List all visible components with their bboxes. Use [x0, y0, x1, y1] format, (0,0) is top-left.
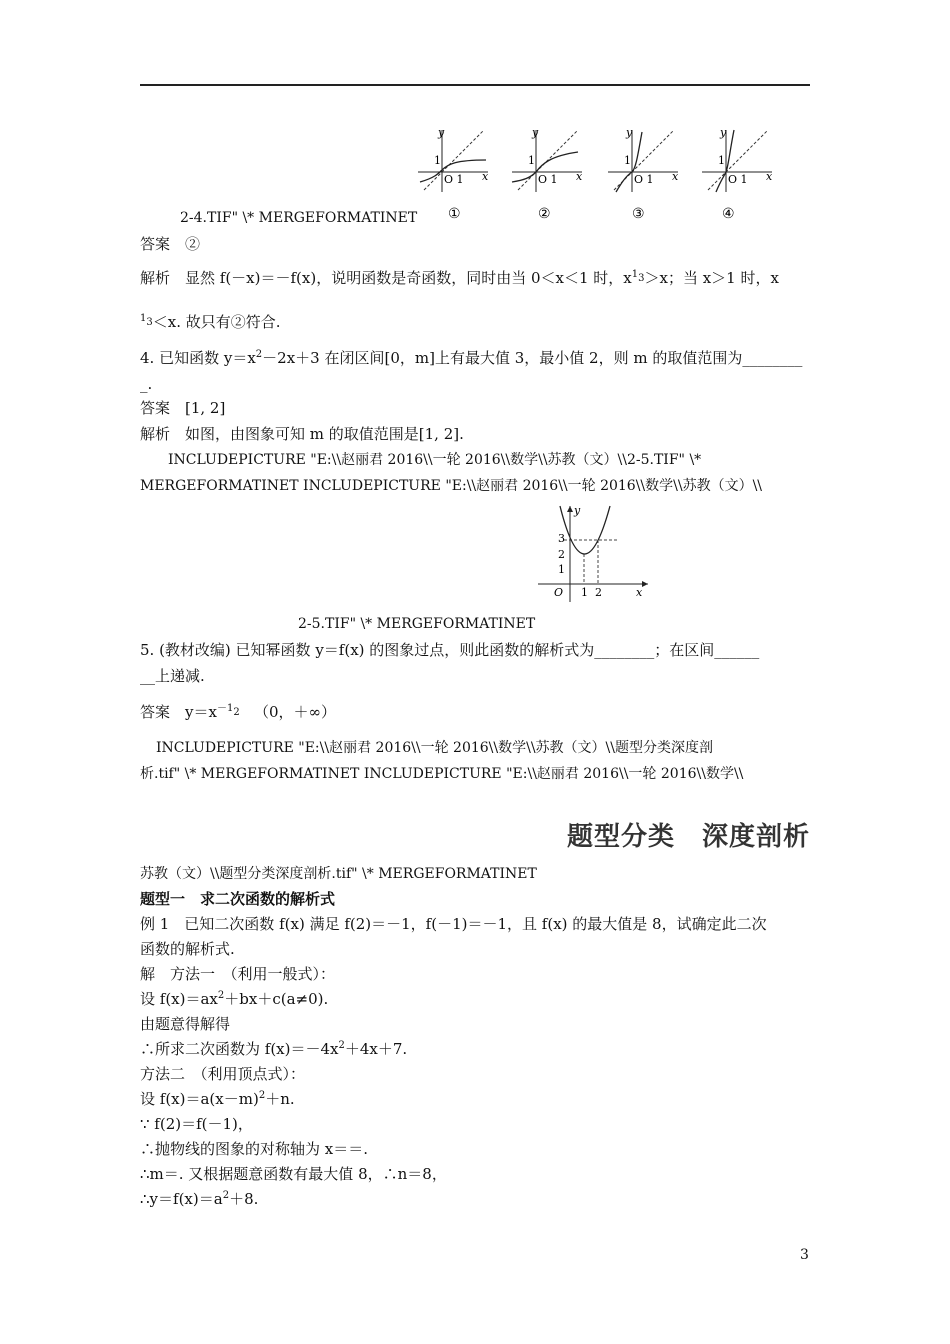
- example-line-10: ∴抛物线的图象的对称轴为 x＝＝.: [140, 1140, 368, 1158]
- fig2-y-label: y: [574, 504, 581, 517]
- q3-analysis-text-a: 解析 显然 f(－x)＝－f(x)，说明函数是奇函数，同时由当 0＜x＜1 时，x: [140, 269, 632, 287]
- q4-include-2: MERGEFORMATINET INCLUDEPICTURE "E:\\赵丽君 2016\\一轮 2016\\数学\\苏教（文）\\: [140, 478, 763, 494]
- page-number: 3: [800, 1247, 809, 1263]
- section-heading: 题型分类 深度剖析: [566, 822, 810, 852]
- graph-2-x-label: x: [576, 170, 583, 183]
- q5-include-2: 析.tif" \* MERGEFORMATINET INCLUDEPICTURE "E:\\赵丽君 2016\\一轮 2016\\数学\\: [140, 766, 744, 782]
- graph-label-3: ③: [632, 206, 645, 222]
- figure-2-5-parabola: [530, 502, 660, 608]
- example-line-12: $\therefore y=f(x)=a^2+8$.: [140, 1190, 259, 1208]
- q4-question-line-2: _.: [140, 375, 153, 393]
- section-include: 苏教（文）\\题型分类深度剖析.tif" \* MERGEFORMATINET: [140, 866, 537, 882]
- graph-4-tick-1: 1: [718, 154, 725, 167]
- figure-2-4-caption: 2-4.TIF" \* MERGEFORMATINET: [180, 210, 418, 226]
- example-line-6: ∴所求二次函数为 $f(x)=-4x^2+4x+7$.: [140, 1040, 408, 1058]
- q3-analysis-text-b: ＞x；当 x＞1 时，x: [644, 269, 779, 287]
- example-line-11: ∴m＝. 又根据题意函数有最大值 8，∴n＝8，: [140, 1165, 447, 1183]
- q5-question-line-1: 5. (教材改编) 已知幂函数 y＝f(x) 的图象过点，则此函数的解析式为________；在区间______: [140, 641, 760, 659]
- graph-1-y-label: y: [438, 126, 445, 139]
- graph-1: [418, 126, 489, 192]
- header-rule: [140, 84, 810, 86]
- q4-include-1: INCLUDEPICTURE "E:\\赵丽君 2016\\一轮 2016\\数学\\苏教（文）\\2-5.TIF" \*: [168, 452, 702, 468]
- example-line-5: 由题意得解得: [140, 1015, 231, 1033]
- graph-2-y-label: y: [532, 126, 539, 139]
- type-one-title: 题型一 求二次函数的解析式: [140, 890, 336, 908]
- graph-1-x-label: x: [482, 170, 489, 183]
- graph-3-y-label: y: [626, 126, 633, 139]
- example-line-4: 设 $f(x)=ax^2+bx+c(a\ne 0)$.: [140, 990, 329, 1008]
- graph-label-2: ②: [538, 206, 551, 222]
- q3-analysis-line-1: [140, 268, 812, 291]
- q5-exponent: －12: [216, 703, 240, 718]
- graph-label-4: ④: [722, 206, 735, 222]
- q3-analysis-text-c: ＜x. 故只有②符合.: [152, 313, 281, 331]
- example-line-2: 函数的解析式.: [140, 940, 235, 958]
- example-line-1: 例 1 已知二次函数 f(x) 满足 f(2)＝－1，f(－1)＝－1，且 f(x) 的最大值是 8，试确定此二次: [140, 915, 767, 933]
- q3-exp-frac-2: 13: [140, 313, 153, 328]
- q3-analysis-line-2: [140, 312, 812, 335]
- q4-question-line-1: 4. 已知函数 $y=x^2-2x+3$ 在闭区间[0，m]上有最大值 3，最小值 2，则 m 的取值范围为________: [140, 349, 803, 367]
- graph-4-x-label: x: [766, 170, 772, 183]
- fig2-ytick-1: 1: [558, 563, 565, 576]
- graph-label-1: ①: [448, 206, 461, 222]
- graph-1-origin: O 1: [444, 173, 464, 186]
- graph-3: [608, 126, 679, 192]
- graph-4-y-label: y: [720, 126, 727, 139]
- q5-answer: 答案 $y=x^{-12}$ （0，＋∞）: [140, 703, 337, 721]
- q4-analysis: 解析 如图，由图象可知 m 的取值范围是[1, 2].: [140, 425, 464, 443]
- graph-1-tick-1: 1: [434, 154, 441, 167]
- graph-3-tick-1: 1: [624, 154, 631, 167]
- q3-exp-frac: 13: [631, 269, 645, 284]
- graph-3-origin: O 1: [634, 173, 654, 186]
- example-line-7: 方法二 （利用顶点式）：: [140, 1065, 306, 1083]
- fig2-ytick-3: 3: [558, 532, 565, 545]
- graph-4-origin: O 1: [728, 173, 748, 186]
- example-line-8: 设 $f(x)=a(x-m)^2+n$.: [140, 1090, 295, 1108]
- q5-include-1: INCLUDEPICTURE "E:\\赵丽君 2016\\一轮 2016\\数学\\苏教（文）\\题型分类深度剖: [156, 740, 713, 756]
- graph-2-origin: O 1: [538, 173, 558, 186]
- q5-question-line-2: __上递减.: [140, 667, 205, 685]
- fig2-x-label: x: [636, 586, 643, 599]
- fig2-origin: O: [554, 586, 564, 599]
- graph-2-tick-1: 1: [528, 154, 535, 167]
- q4-answer: 答案 [1, 2]: [140, 399, 226, 417]
- example-line-3: 解 方法一 （利用一般式）：: [140, 965, 336, 983]
- q3-answer: 答案 ②: [140, 235, 201, 253]
- fig2-ytick-2: 2: [558, 548, 565, 561]
- fig2-xtick-1: 1: [581, 586, 588, 599]
- figure-2-5-caption: 2-5.TIF" \* MERGEFORMATINET: [298, 616, 536, 632]
- example-line-9: ∵ f(2)＝f(－1)，: [140, 1115, 253, 1133]
- graph-4: [702, 126, 772, 192]
- fig2-xtick-2: 2: [595, 586, 602, 599]
- graph-2: [512, 126, 583, 192]
- graph-3-x-label: x: [672, 170, 679, 183]
